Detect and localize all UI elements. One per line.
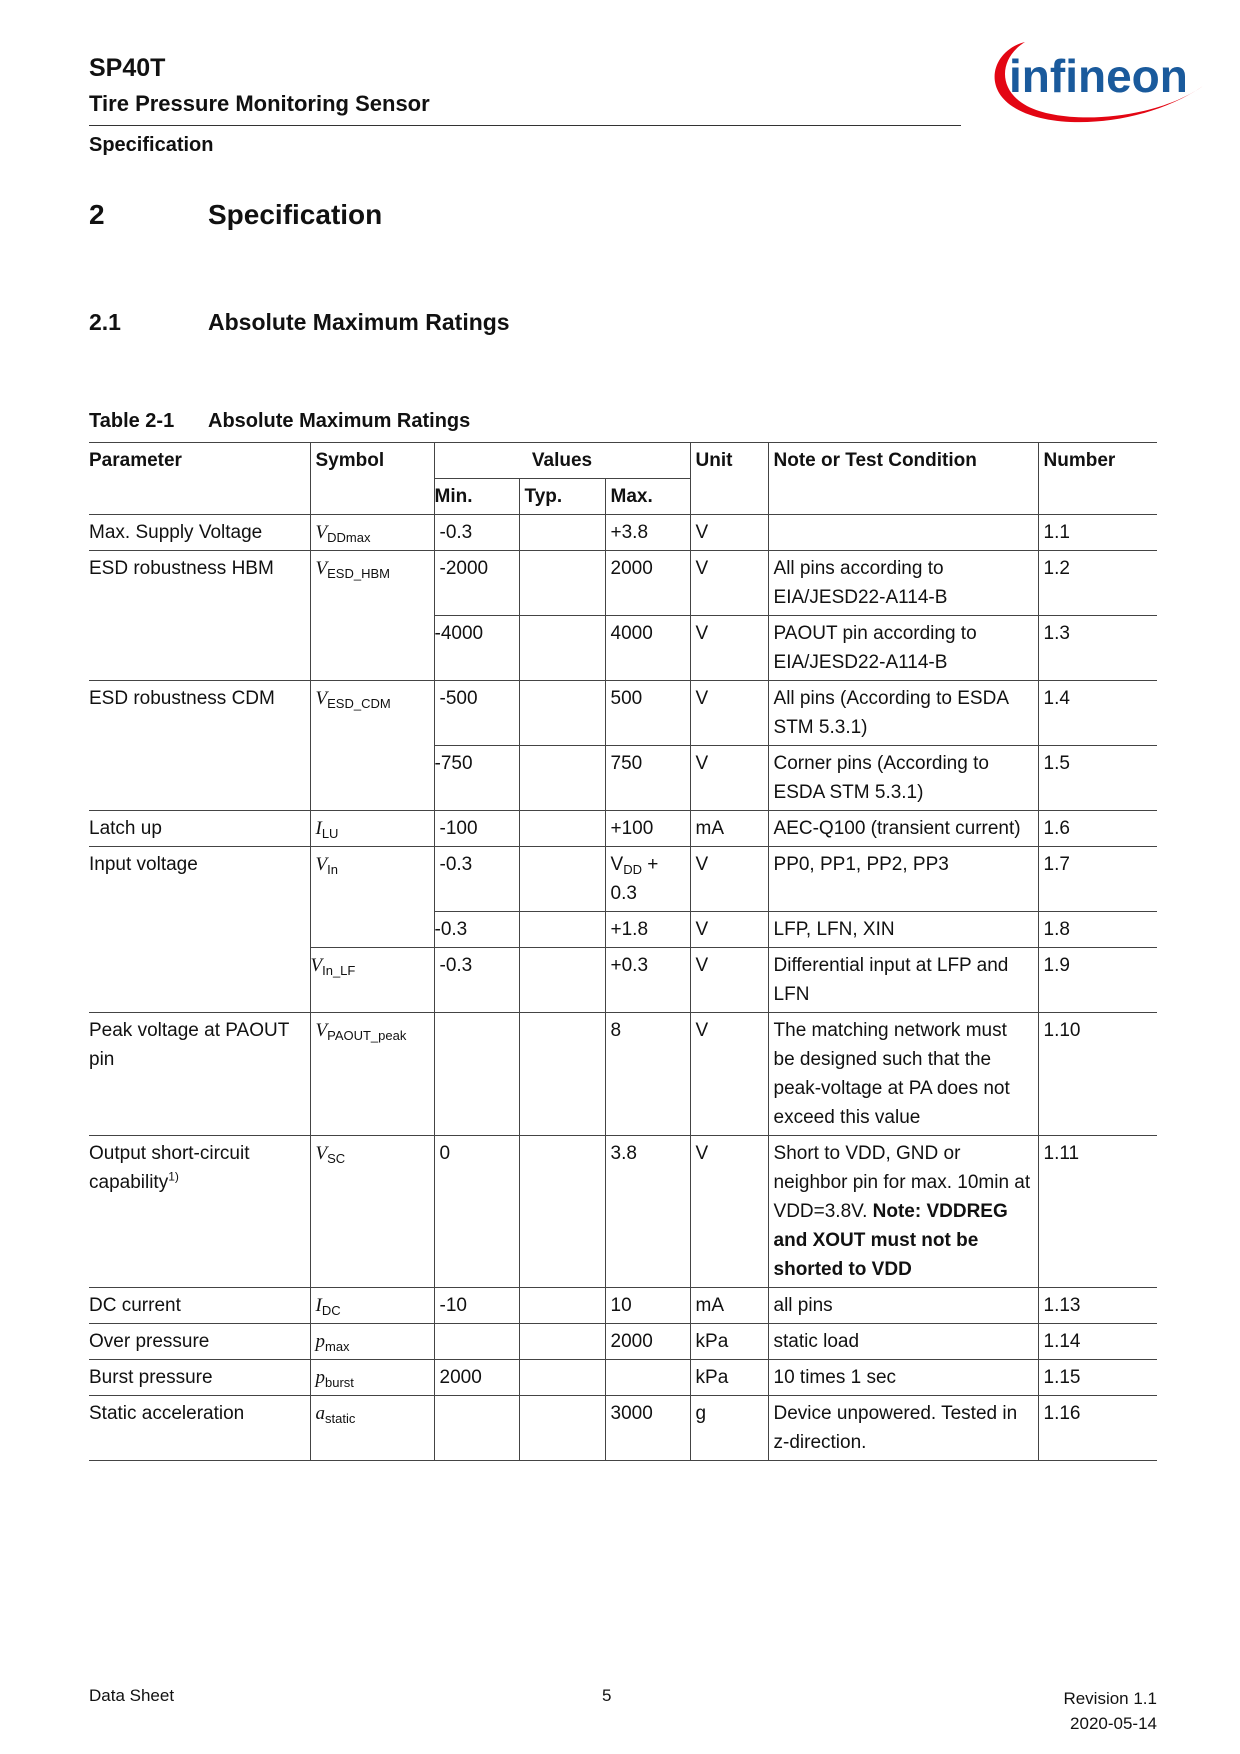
symbol-sub: DC: [321, 1303, 341, 1318]
table-row: [89, 811, 1157, 847]
cell-symbol: [310, 551, 434, 681]
header-typ: Typ.: [519, 479, 605, 515]
symbol-main: V: [315, 558, 328, 579]
product-subtitle: Tire Pressure Monitoring Sensor: [89, 91, 430, 116]
cell-typ: [519, 1288, 605, 1324]
cell-typ: [519, 681, 605, 746]
symbol-sub: SC: [327, 1151, 346, 1166]
cell-min: -0.3: [434, 948, 519, 1013]
cell-unit: V: [690, 681, 768, 746]
heading2-number: 2.1: [89, 309, 121, 335]
table-row: [89, 1136, 1157, 1288]
cell-note: The matching network must be designed such that the peak-voltage at PA does not exceed this value: [768, 1013, 1038, 1136]
cell-note: Differential input at LFP and LFN: [768, 948, 1038, 1013]
cell-min: -0.3: [434, 912, 519, 948]
cell-typ: [519, 1324, 605, 1360]
cell-typ: [519, 912, 605, 948]
cell-note: Device unpowered. Tested in z-direction.: [768, 1396, 1038, 1461]
cell-min: [434, 1013, 519, 1136]
cell-min: [434, 1324, 519, 1360]
cell-symbol: [310, 1360, 434, 1396]
cell-parameter: Max. Supply Voltage: [89, 515, 310, 551]
parameter-text: Output short-circuit capability: [89, 1143, 250, 1193]
cell-parameter: [89, 1136, 310, 1288]
cell-note: PP0, PP1, PP2, PP3: [768, 847, 1038, 912]
cell-min: 0: [434, 1136, 519, 1288]
cell-unit: V: [690, 847, 768, 912]
cell-note: all pins: [768, 1288, 1038, 1324]
cell-max: 8: [605, 1013, 690, 1136]
symbol-main: a: [315, 1403, 325, 1424]
cell-max: +1.8: [605, 912, 690, 948]
cell-typ: [519, 515, 605, 551]
symbol-sub: ESD_HBM: [327, 566, 390, 581]
footer-revision-block: [1063, 1686, 1157, 1736]
cell-max: +0.3: [605, 948, 690, 1013]
symbol-main: V: [315, 1143, 328, 1164]
table-row: [89, 1013, 1157, 1136]
note-text: Short to VDD, GND or neighbor pin for max. 10min at VDD=3.8V.: [773, 1143, 1031, 1222]
cell-unit: kPa: [690, 1360, 768, 1396]
cell-min: -0.3: [434, 847, 519, 912]
cell-max: 3000: [605, 1396, 690, 1461]
cell-symbol: [310, 1136, 434, 1288]
table-row: [89, 1288, 1157, 1324]
cell-max: 4000: [605, 616, 690, 681]
cell-number: 1.9: [1038, 948, 1157, 1013]
infineon-logo: [985, 28, 1207, 130]
cell-typ: [519, 616, 605, 681]
cell-number: 1.6: [1038, 811, 1157, 847]
cell-number: 1.4: [1038, 681, 1157, 746]
cell-min: 2000: [434, 1360, 519, 1396]
cell-note: Corner pins (According to ESDA STM 5.3.1): [768, 746, 1038, 811]
cell-parameter: Over pressure: [89, 1324, 310, 1360]
cell-number: 1.15: [1038, 1360, 1157, 1396]
cell-max: 3.8: [605, 1136, 690, 1288]
max-main: V: [610, 854, 624, 875]
cell-typ: [519, 811, 605, 847]
cell-min: -500: [434, 681, 519, 746]
header-symbol: Symbol: [310, 443, 434, 515]
symbol-main: p: [315, 1367, 325, 1388]
cell-parameter: Burst pressure: [89, 1360, 310, 1396]
cell-typ: [519, 551, 605, 616]
symbol-sub: max: [325, 1339, 350, 1354]
footer-doc-type: Data Sheet: [89, 1686, 175, 1705]
cell-typ: [519, 847, 605, 912]
cell-parameter: ESD robustness CDM: [89, 681, 310, 811]
symbol-sub: ESD_CDM: [327, 696, 391, 711]
symbol-sub: DDmax: [327, 530, 371, 545]
symbol-main: I: [315, 818, 322, 839]
table-row: [89, 551, 1157, 616]
cell-number: 1.2: [1038, 551, 1157, 616]
header-number: Number: [1038, 443, 1157, 515]
cell-typ: [519, 1396, 605, 1461]
symbol-sub: PAOUT_peak: [327, 1028, 407, 1043]
table-row: [89, 1324, 1157, 1360]
cell-note: static load: [768, 1324, 1038, 1360]
logo-text: infineon: [1009, 50, 1188, 102]
cell-max: 2000: [605, 551, 690, 616]
cell-number: 1.7: [1038, 847, 1157, 912]
cell-max: 2000: [605, 1324, 690, 1360]
cell-note: [768, 515, 1038, 551]
max-suffix: + 0.3: [610, 854, 659, 904]
cell-typ: [519, 948, 605, 1013]
cell-max: 750: [605, 746, 690, 811]
cell-symbol: [310, 811, 434, 847]
cell-note: All pins according to EIA/JESD22-A114-B: [768, 551, 1038, 616]
cell-number: 1.5: [1038, 746, 1157, 811]
cell-note: All pins (According to ESDA STM 5.3.1): [768, 681, 1038, 746]
cell-unit: V: [690, 948, 768, 1013]
cell-max: [605, 847, 690, 912]
symbol-main: V: [315, 688, 328, 709]
symbol-main: V: [315, 522, 328, 543]
cell-parameter: Static acceleration: [89, 1396, 310, 1461]
cell-number: 1.3: [1038, 616, 1157, 681]
cell-number: 1.14: [1038, 1324, 1157, 1360]
heading1-number: 2: [89, 199, 105, 230]
cell-parameter: DC current: [89, 1288, 310, 1324]
footer-page-number: 5: [602, 1686, 612, 1705]
cell-note: AEC-Q100 (transient current): [768, 811, 1038, 847]
cell-unit: mA: [690, 1288, 768, 1324]
symbol-main: I: [315, 1295, 322, 1316]
cell-typ: [519, 1360, 605, 1396]
cell-symbol: [310, 515, 434, 551]
cell-number: 1.1: [1038, 515, 1157, 551]
header-parameter: Parameter: [89, 443, 310, 515]
symbol-sub: static: [325, 1411, 356, 1426]
cell-unit: V: [690, 551, 768, 616]
cell-unit: V: [690, 746, 768, 811]
cell-min: -0.3: [434, 515, 519, 551]
cell-typ: [519, 746, 605, 811]
cell-symbol: [310, 681, 434, 811]
heading1-title: Specification: [208, 199, 383, 230]
header-unit: Unit: [690, 443, 768, 515]
cell-parameter: Input voltage: [89, 847, 310, 1013]
cell-unit: V: [690, 616, 768, 681]
cell-parameter: Peak voltage at PAOUT pin: [89, 1013, 310, 1136]
table-caption-label: Table 2-1: [89, 410, 175, 432]
symbol-sub: In: [327, 862, 338, 877]
note-bold-text: Note: VDDREG and XOUT must not be shorted to VDD: [773, 1201, 1008, 1280]
cell-typ: [519, 1136, 605, 1288]
footer-revision: Revision 1.1: [1063, 1689, 1157, 1708]
header-values: Values: [434, 443, 690, 479]
cell-note: LFP, LFN, XIN: [768, 912, 1038, 948]
cell-unit: g: [690, 1396, 768, 1461]
cell-note: 10 times 1 sec: [768, 1360, 1038, 1396]
cell-min: -750: [434, 746, 519, 811]
table-caption-title: Absolute Maximum Ratings: [208, 410, 471, 432]
symbol-sub: burst: [325, 1375, 354, 1390]
cell-max: 500: [605, 681, 690, 746]
cell-min: [434, 1396, 519, 1461]
cell-symbol: [310, 847, 434, 948]
cell-unit: V: [690, 912, 768, 948]
cell-unit: mA: [690, 811, 768, 847]
header-max: Max.: [605, 479, 690, 515]
cell-symbol: [310, 1324, 434, 1360]
cell-number: 1.13: [1038, 1288, 1157, 1324]
cell-min: -100: [434, 811, 519, 847]
cell-parameter: Latch up: [89, 811, 310, 847]
symbol-main: p: [315, 1331, 325, 1352]
table-row: [89, 1360, 1157, 1396]
cell-min: -2000: [434, 551, 519, 616]
max-sub: DD: [623, 862, 642, 877]
header-section-label: Specification: [89, 134, 214, 156]
cell-note: [768, 1136, 1038, 1288]
cell-number: 1.16: [1038, 1396, 1157, 1461]
cell-min: -10: [434, 1288, 519, 1324]
cell-unit: kPa: [690, 1324, 768, 1360]
cell-typ: [519, 1013, 605, 1136]
cell-unit: V: [690, 1136, 768, 1288]
cell-max: +100: [605, 811, 690, 847]
symbol-sub: LU: [321, 826, 339, 841]
footnote-ref: 1): [168, 1169, 179, 1184]
cell-unit: V: [690, 1013, 768, 1136]
table-row: [89, 847, 1157, 912]
cell-max: +3.8: [605, 515, 690, 551]
cell-symbol: [310, 1396, 434, 1461]
product-name: SP40T: [89, 54, 166, 82]
cell-number: 1.10: [1038, 1013, 1157, 1136]
cell-max: [605, 1360, 690, 1396]
cell-number: 1.8: [1038, 912, 1157, 948]
cell-max: 10: [605, 1288, 690, 1324]
cell-symbol: [310, 948, 434, 1013]
table-row: [89, 515, 1157, 551]
header-min: Min.: [434, 479, 519, 515]
symbol-main: V: [310, 955, 323, 976]
cell-symbol: [310, 1288, 434, 1324]
table-row: [89, 681, 1157, 746]
heading2-title: Absolute Maximum Ratings: [208, 309, 510, 335]
cell-min: -4000: [434, 616, 519, 681]
header-divider: [89, 125, 961, 126]
symbol-sub: In_LF: [322, 963, 356, 978]
cell-symbol: [310, 1013, 434, 1136]
symbol-main: V: [315, 854, 328, 875]
table-row: [89, 1396, 1157, 1461]
footer-date: 2020-05-14: [1070, 1714, 1157, 1733]
absolute-max-ratings-table: [89, 442, 1157, 1461]
header-note: Note or Test Condition: [768, 443, 1038, 515]
cell-note: PAOUT pin according to EIA/JESD22-A114-B: [768, 616, 1038, 681]
cell-unit: V: [690, 515, 768, 551]
symbol-main: V: [315, 1020, 328, 1041]
cell-number: 1.11: [1038, 1136, 1157, 1288]
cell-parameter: ESD robustness HBM: [89, 551, 310, 681]
